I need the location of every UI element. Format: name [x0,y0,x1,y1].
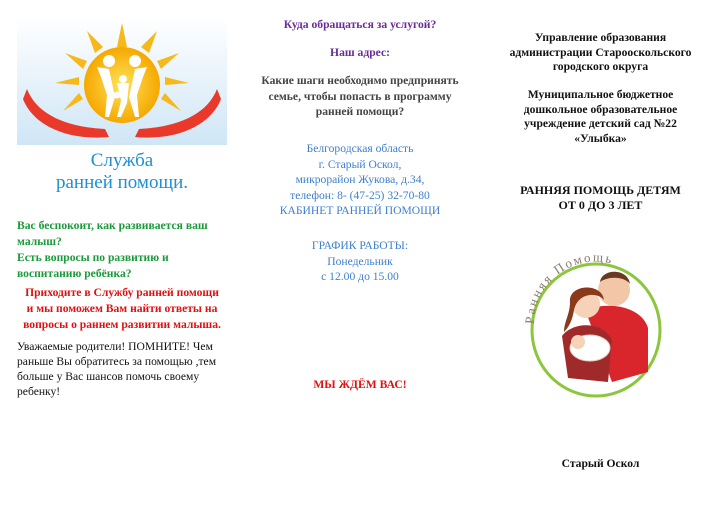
invite-text [17,285,227,333]
text-line: Вас беспокоит, как развивается ваш [17,219,208,232]
reminder-text [17,339,232,399]
early-help-emblem [516,232,666,400]
text-line: КАБИНЕТ РАННЕЙ ПОМОЩИ [279,204,441,217]
text-line: учреждение детский сад №22 [524,117,677,130]
text-line: Какие шаги необходимо предпринять [261,74,459,87]
service-title-line: ранней помощи. [56,172,188,193]
text-line: г. Старый Оскол, [318,157,402,171]
text-line: Понедельник [327,254,393,268]
text-line: Есть вопросы по развитию и [17,251,169,264]
text-line: «Улыбка» [574,131,627,145]
address-heading: Наш адрес: [330,46,390,59]
text-line: с 12.00 до 15.00 [321,270,399,283]
early-help-heading [488,183,713,212]
text-line: раньше Вы обратитесь за помощью ,тем [17,355,217,368]
address-block [240,141,480,219]
text-line: малыш? [17,235,62,248]
where-question: Куда обращаться за услугой? [283,18,437,31]
text-line: и мы поможем Вам найти ответы на [26,302,218,315]
text-line: ГРАФИК РАБОТЫ: [311,239,409,252]
text-line: ОТ 0 ДО 3 ЛЕТ [558,197,643,212]
concern-text [17,218,232,282]
schedule-block [240,238,480,285]
left-panel [0,0,240,510]
text-line: воспитанию ребёнка? [17,267,132,280]
city-name: Старый Оскол [561,457,640,470]
text-line: больше у Вас шансов помочь своему [17,370,200,383]
text-line: Уважаемые родители! ПОМНИТЕ! Чем [17,340,213,353]
text-line: РАННЯЯ ПОМОЩЬ ДЕТЯМ [520,183,681,197]
sun-family-logo [17,17,227,145]
phone-line: телефон: 8- (47-25) 32-70-80 [290,188,430,202]
text-line: Приходите в Службу ранней помощи [25,286,219,299]
text-line: Белгородская область [306,142,414,155]
text-line: вопросы о раннем развитии малыша. [23,318,221,331]
steps-question [240,73,480,120]
department-heading [488,31,713,75]
closing-text: МЫ ЖДЁМ ВАС! [313,378,407,391]
emblem-arc-text: Ранняя Помощь [521,249,616,325]
text-line: ребенку! [17,385,61,398]
text-line: Муниципальное бюджетное [527,88,674,101]
text-line: дошкольное образовательное [523,102,678,116]
text-line: семье, чтобы попасть в программу [268,89,452,103]
service-title-line: Служба [90,150,154,171]
institution-heading [488,88,713,146]
middle-panel [240,0,480,510]
text-line: ранней помощи? [315,105,405,118]
service-title [17,150,227,194]
text-line: микрорайон Жукова, д.34, [295,173,425,186]
text-line: городского округа [552,60,649,73]
text-line: Управление образования [534,31,667,44]
text-line: администрации Старооскольского [509,45,692,59]
